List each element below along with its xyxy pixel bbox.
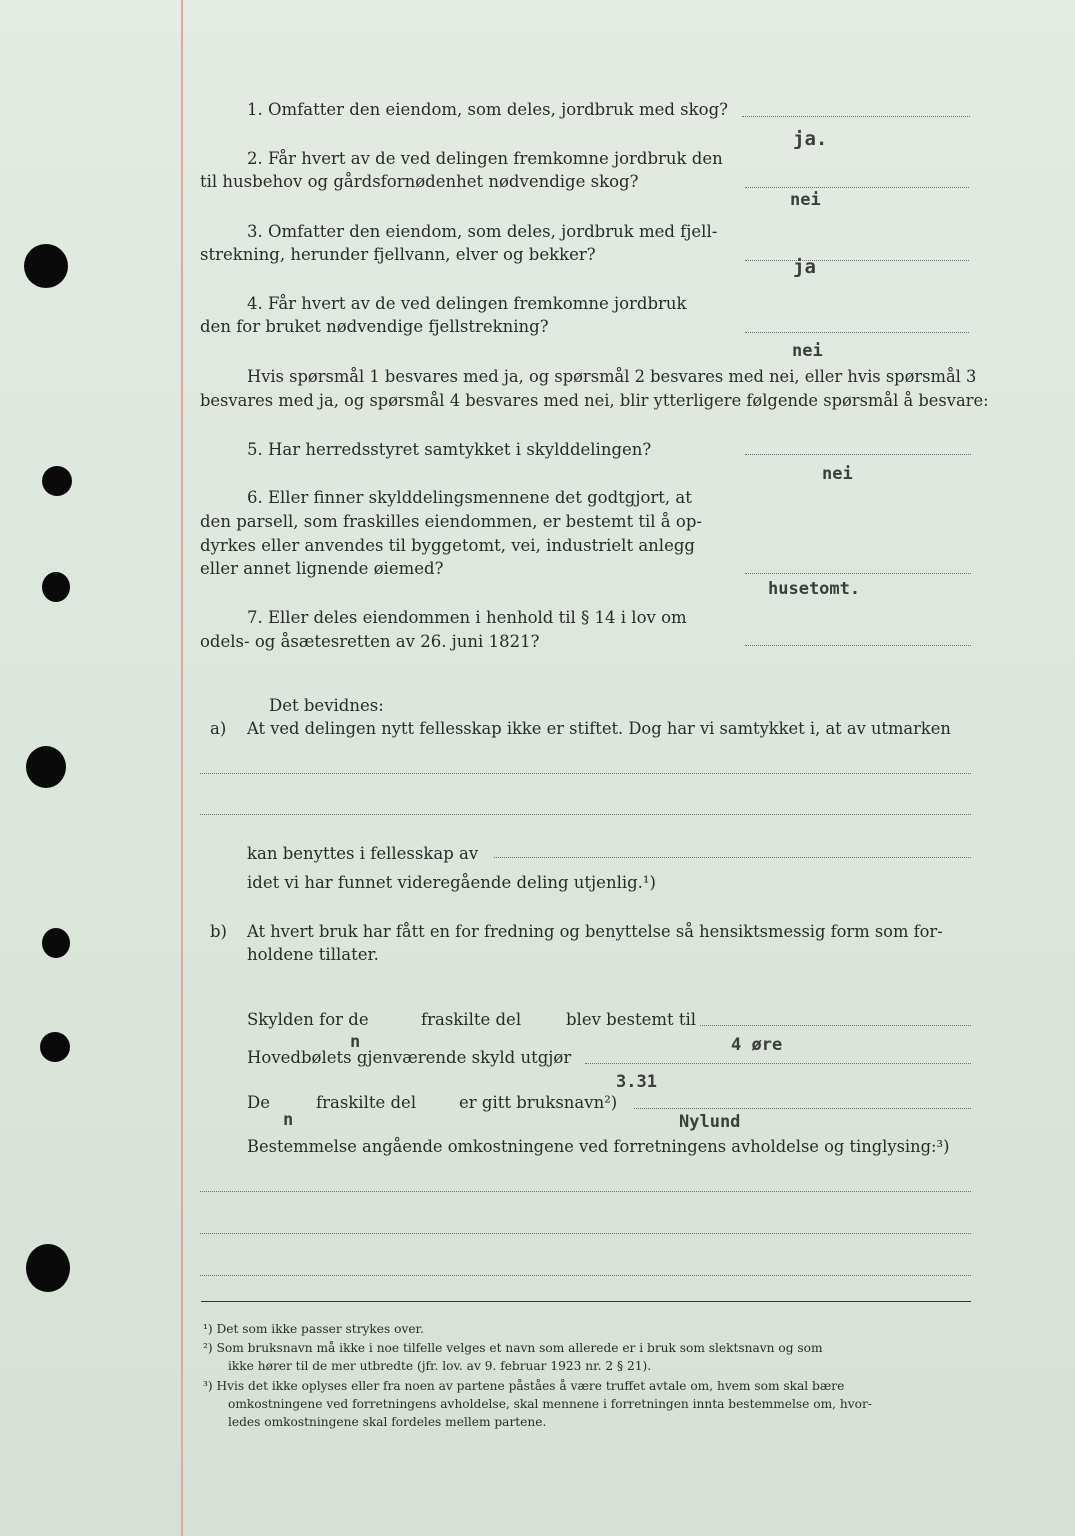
question-7-line-1: 7. Eller deles eiendommen i henhold til § 14 i lov om [247, 608, 687, 627]
de-mid: fraskilte del [316, 1093, 417, 1112]
question-3-line-1: 3. Omfatter den eiendom, som deles, jordbruk med fjell- [247, 222, 718, 241]
footnote-rule [201, 1301, 971, 1302]
question-4-line-2: den for bruket nødvendige fjellstrekning? [200, 317, 549, 336]
answer-2: nei [790, 190, 821, 210]
hovedbol-line [585, 1063, 971, 1064]
certify-heading: Det bevidnes: [269, 696, 384, 715]
question-7-line-2: odels- og åsætesretten av 26. juni 1821? [200, 632, 540, 651]
answer-5: nei [822, 464, 853, 484]
bruksnavn-value: Nylund [679, 1112, 741, 1132]
answer-3: ja [793, 256, 816, 278]
question-2-line-2: til husbehov og gårdsfornødenhet nødvendige skog? [200, 172, 639, 191]
common-use-label: kan benyttes i fellesskap av [247, 844, 479, 863]
answer-line-3 [745, 260, 969, 261]
skyld-suffix: n [350, 1032, 361, 1052]
blank-line [200, 773, 971, 774]
question-6-line-3: dyrkes eller anvendes til byggetomt, vei, industrielt anlegg [200, 536, 695, 555]
margin-line [181, 0, 183, 1536]
blank-line [200, 814, 971, 815]
punch-hole [24, 244, 68, 288]
skyld-mid: fraskilte del [421, 1010, 522, 1029]
footnote-2-line-2: ikke hører til de mer utbredte (jfr. lov. av 9. februar 1923 nr. 2 § 21). [228, 1359, 652, 1373]
conditional-line-1: Hvis spørsmål 1 besvares med ja, og spørsmål 2 besvares med nei, eller hvis spørsmål 3 [247, 367, 977, 386]
common-use-line [494, 857, 971, 858]
blank-line [200, 1191, 971, 1192]
bruksnavn-line [634, 1108, 971, 1109]
skyld-value: 4 øre [731, 1035, 783, 1055]
hovedbol-value: 3.31 [616, 1072, 657, 1092]
de-pre: De [247, 1093, 270, 1112]
skyld-pre: Skylden for de [247, 1010, 369, 1029]
question-4-line-1: 4. Får hvert av de ved delingen fremkomne jordbruk [247, 294, 687, 313]
further-division-text: idet vi har funnet videregående deling utjenlig.¹) [247, 873, 656, 892]
punch-hole [26, 1244, 70, 1292]
answer-4: nei [792, 341, 823, 361]
punch-hole [42, 928, 70, 958]
footnote-3-line-3: ledes omkostningene skal fordeles mellem partene. [228, 1415, 547, 1429]
footnote-3-line-2: omkostningene ved forretningens avholdelse, skal mennene i forretningen innta bestemmelse om, hvor- [228, 1397, 872, 1411]
answer-6: husetomt. [768, 579, 861, 599]
answer-line-7 [745, 645, 971, 646]
certify-b-label: b) [210, 922, 227, 941]
question-2-line-1: 2. Får hvert av de ved delingen fremkomne jordbruk den [247, 149, 723, 168]
certify-a-label: a) [210, 719, 227, 738]
certify-b-line-2: holdene tillater. [247, 945, 379, 964]
skyld-post: blev bestemt til [566, 1010, 697, 1029]
answer-line-4 [745, 332, 969, 333]
footnote-2-line-1: ²) Som bruksnavn må ikke i noe tilfelle velges et navn som allerede er i bruk som slektsnavn og som [203, 1341, 823, 1355]
de-post: er gitt bruksnavn²) [459, 1093, 618, 1112]
de-suffix: n [283, 1110, 294, 1130]
skyld-line [700, 1025, 971, 1026]
hovedbol-label: Hovedbølets gjenværende skyld utgjør [247, 1048, 572, 1067]
punch-hole [40, 1032, 70, 1062]
question-5: 5. Har herredsstyret samtykket i skylddelingen? [247, 440, 652, 459]
certify-b-line-1: At hvert bruk har fått en for fredning og benyttelse så hensiktsmessig form som for- [247, 922, 943, 941]
question-6-line-1: 6. Eller finner skylddelingsmennene det godtgjort, at [247, 488, 692, 507]
punch-hole [42, 572, 70, 602]
punch-hole [26, 746, 66, 788]
answer-1: ja. [793, 128, 828, 150]
question-1: 1. Omfatter den eiendom, som deles, jordbruk med skog? [247, 100, 728, 119]
answer-line-2 [745, 187, 969, 188]
question-3-line-2: strekning, herunder fjellvann, elver og bekker? [200, 245, 596, 264]
punch-hole [42, 466, 72, 496]
certify-a-text: At ved delingen nytt fellesskap ikke er stiftet. Dog har vi samtykket i, at av utmarken [247, 719, 951, 738]
footnote-3-line-1: ³) Hvis det ikke oplyses eller fra noen av partene påståes å være truffet avtale om, hvem som skal bære [203, 1379, 845, 1393]
bestemmelse-label: Bestemmelse angående omkostningene ved forretningens avholdelse og tinglysing:³) [247, 1137, 950, 1156]
blank-line [200, 1233, 971, 1234]
conditional-line-2: besvares med ja, og spørsmål 4 besvares med nei, blir ytterligere følgende spørsmål å besvare: [200, 391, 989, 410]
answer-line-6 [745, 573, 971, 574]
answer-line-5 [745, 454, 971, 455]
question-6-line-4: eller annet lignende øiemed? [200, 559, 444, 578]
footnote-1: ¹) Det som ikke passer strykes over. [203, 1322, 424, 1336]
answer-line-1 [742, 116, 970, 117]
question-6-line-2: den parsell, som fraskilles eiendommen, er bestemt til å op- [200, 512, 702, 531]
blank-line [200, 1275, 971, 1276]
